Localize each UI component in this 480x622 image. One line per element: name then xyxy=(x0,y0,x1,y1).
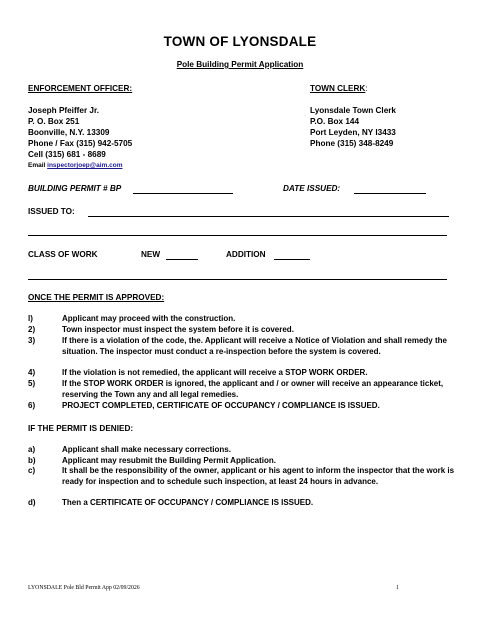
town-clerk-heading: TOWN CLERK xyxy=(310,84,366,93)
item-marker: 3) xyxy=(28,336,36,345)
item-text: If the violation is not remedied, the applicant will receive a STOP WORK ORDER. xyxy=(62,368,368,377)
date-issued-label: DATE ISSUED: xyxy=(283,184,341,193)
page-title: TOWN OF LYONSDALE xyxy=(163,34,317,49)
footer-document-id: LYONSDALE Pole Bld Permit App 02/09/2026 xyxy=(28,585,140,591)
item-text: If there is a violation of the code, the. Applicant will receive a Notice of Violation and shall remedy the situation. The inspector must conduct a re-inspection before the system is covered. xyxy=(62,336,447,356)
enforcement-officer-block xyxy=(28,83,132,171)
item-text: It shall be the responsibility of the owner, applicant or his agent to inform the inspector that the work is ready for inspection and to schedule such inspection, at least 24 hours in advance. xyxy=(62,466,455,486)
permit-number-label: BUILDING PERMIT # BP xyxy=(28,184,122,193)
officer-city: Boonville, N.Y. 13309 xyxy=(28,128,110,137)
page-number: 1 xyxy=(396,585,399,591)
item-marker: 6) xyxy=(28,401,36,410)
item-text: Applicant shall make necessary corrections. xyxy=(62,445,231,454)
permit-number-field[interactable] xyxy=(133,193,233,194)
officer-email-link[interactable]: inspectorjoep@aim.com xyxy=(47,162,123,169)
class-of-work-line[interactable] xyxy=(28,279,447,280)
addition-field[interactable] xyxy=(274,259,310,260)
officer-pobox: P. O. Box 251 xyxy=(28,117,80,126)
officer-email-row xyxy=(28,160,132,171)
date-issued-field[interactable] xyxy=(354,193,426,194)
town-clerk-block xyxy=(310,83,396,149)
issued-to-label: ISSUED TO: xyxy=(28,207,75,216)
officer-cell: Cell (315) 681 - 8689 xyxy=(28,150,106,159)
approved-section-heading: ONCE THE PERMIT IS APPROVED: xyxy=(28,293,165,302)
item-marker: b) xyxy=(28,456,36,465)
item-text: Then a CERTIFICATE OF OCCUPANCY / COMPLIANCE IS ISSUED. xyxy=(62,498,314,507)
item-marker: 4) xyxy=(28,368,36,377)
item-text: PROJECT COMPLETED, CERTIFICATE OF OCCUPANCY / COMPLIANCE IS ISSUED. xyxy=(62,401,380,410)
new-label: NEW xyxy=(141,250,161,259)
item-marker: l) xyxy=(28,314,33,323)
item-marker: d) xyxy=(28,498,36,507)
clerk-city: Port Leyden, NY I3433 xyxy=(310,128,396,137)
denied-section-heading: IF THE PERMIT IS DENIED: xyxy=(28,424,134,433)
item-marker: 5) xyxy=(28,379,36,388)
clerk-phone: Phone (315) 348-8249 xyxy=(310,139,394,148)
item-text: Applicant may resubmit the Building Permit Application. xyxy=(62,456,276,465)
class-of-work-label: CLASS OF WORK xyxy=(28,250,98,259)
issued-to-field[interactable] xyxy=(88,216,449,217)
officer-name: Joseph Pfeiffer Jr. xyxy=(28,106,99,115)
town-clerk-heading-row xyxy=(310,83,396,94)
town-clerk-heading-colon: : xyxy=(365,84,368,93)
clerk-name: Lyonsdale Town Clerk xyxy=(310,106,396,115)
item-text: Applicant may proceed with the construction. xyxy=(62,314,236,323)
clerk-pobox: P.O. Box 144 xyxy=(310,117,359,126)
item-marker: c) xyxy=(28,466,36,475)
item-marker: 2) xyxy=(28,325,36,334)
officer-phone: Phone / Fax (315) 942-5705 xyxy=(28,139,133,148)
form-subtitle: Pole Building Permit Application xyxy=(176,60,304,69)
email-label: Email xyxy=(28,162,48,169)
item-text: If the STOP WORK ORDER is ignored, the applicant and / or owner will receive an appearance ticket, reserving the Town any and all legal remedies. xyxy=(62,379,444,399)
enforcement-officer-heading: ENFORCEMENT OFFICER: xyxy=(28,84,133,93)
item-marker: a) xyxy=(28,445,36,454)
new-field[interactable] xyxy=(166,259,198,260)
item-text: Town inspector must inspect the system before it is covered. xyxy=(62,325,294,334)
addition-label: ADDITION xyxy=(226,250,266,259)
issued-to-field-line2[interactable] xyxy=(28,235,447,236)
